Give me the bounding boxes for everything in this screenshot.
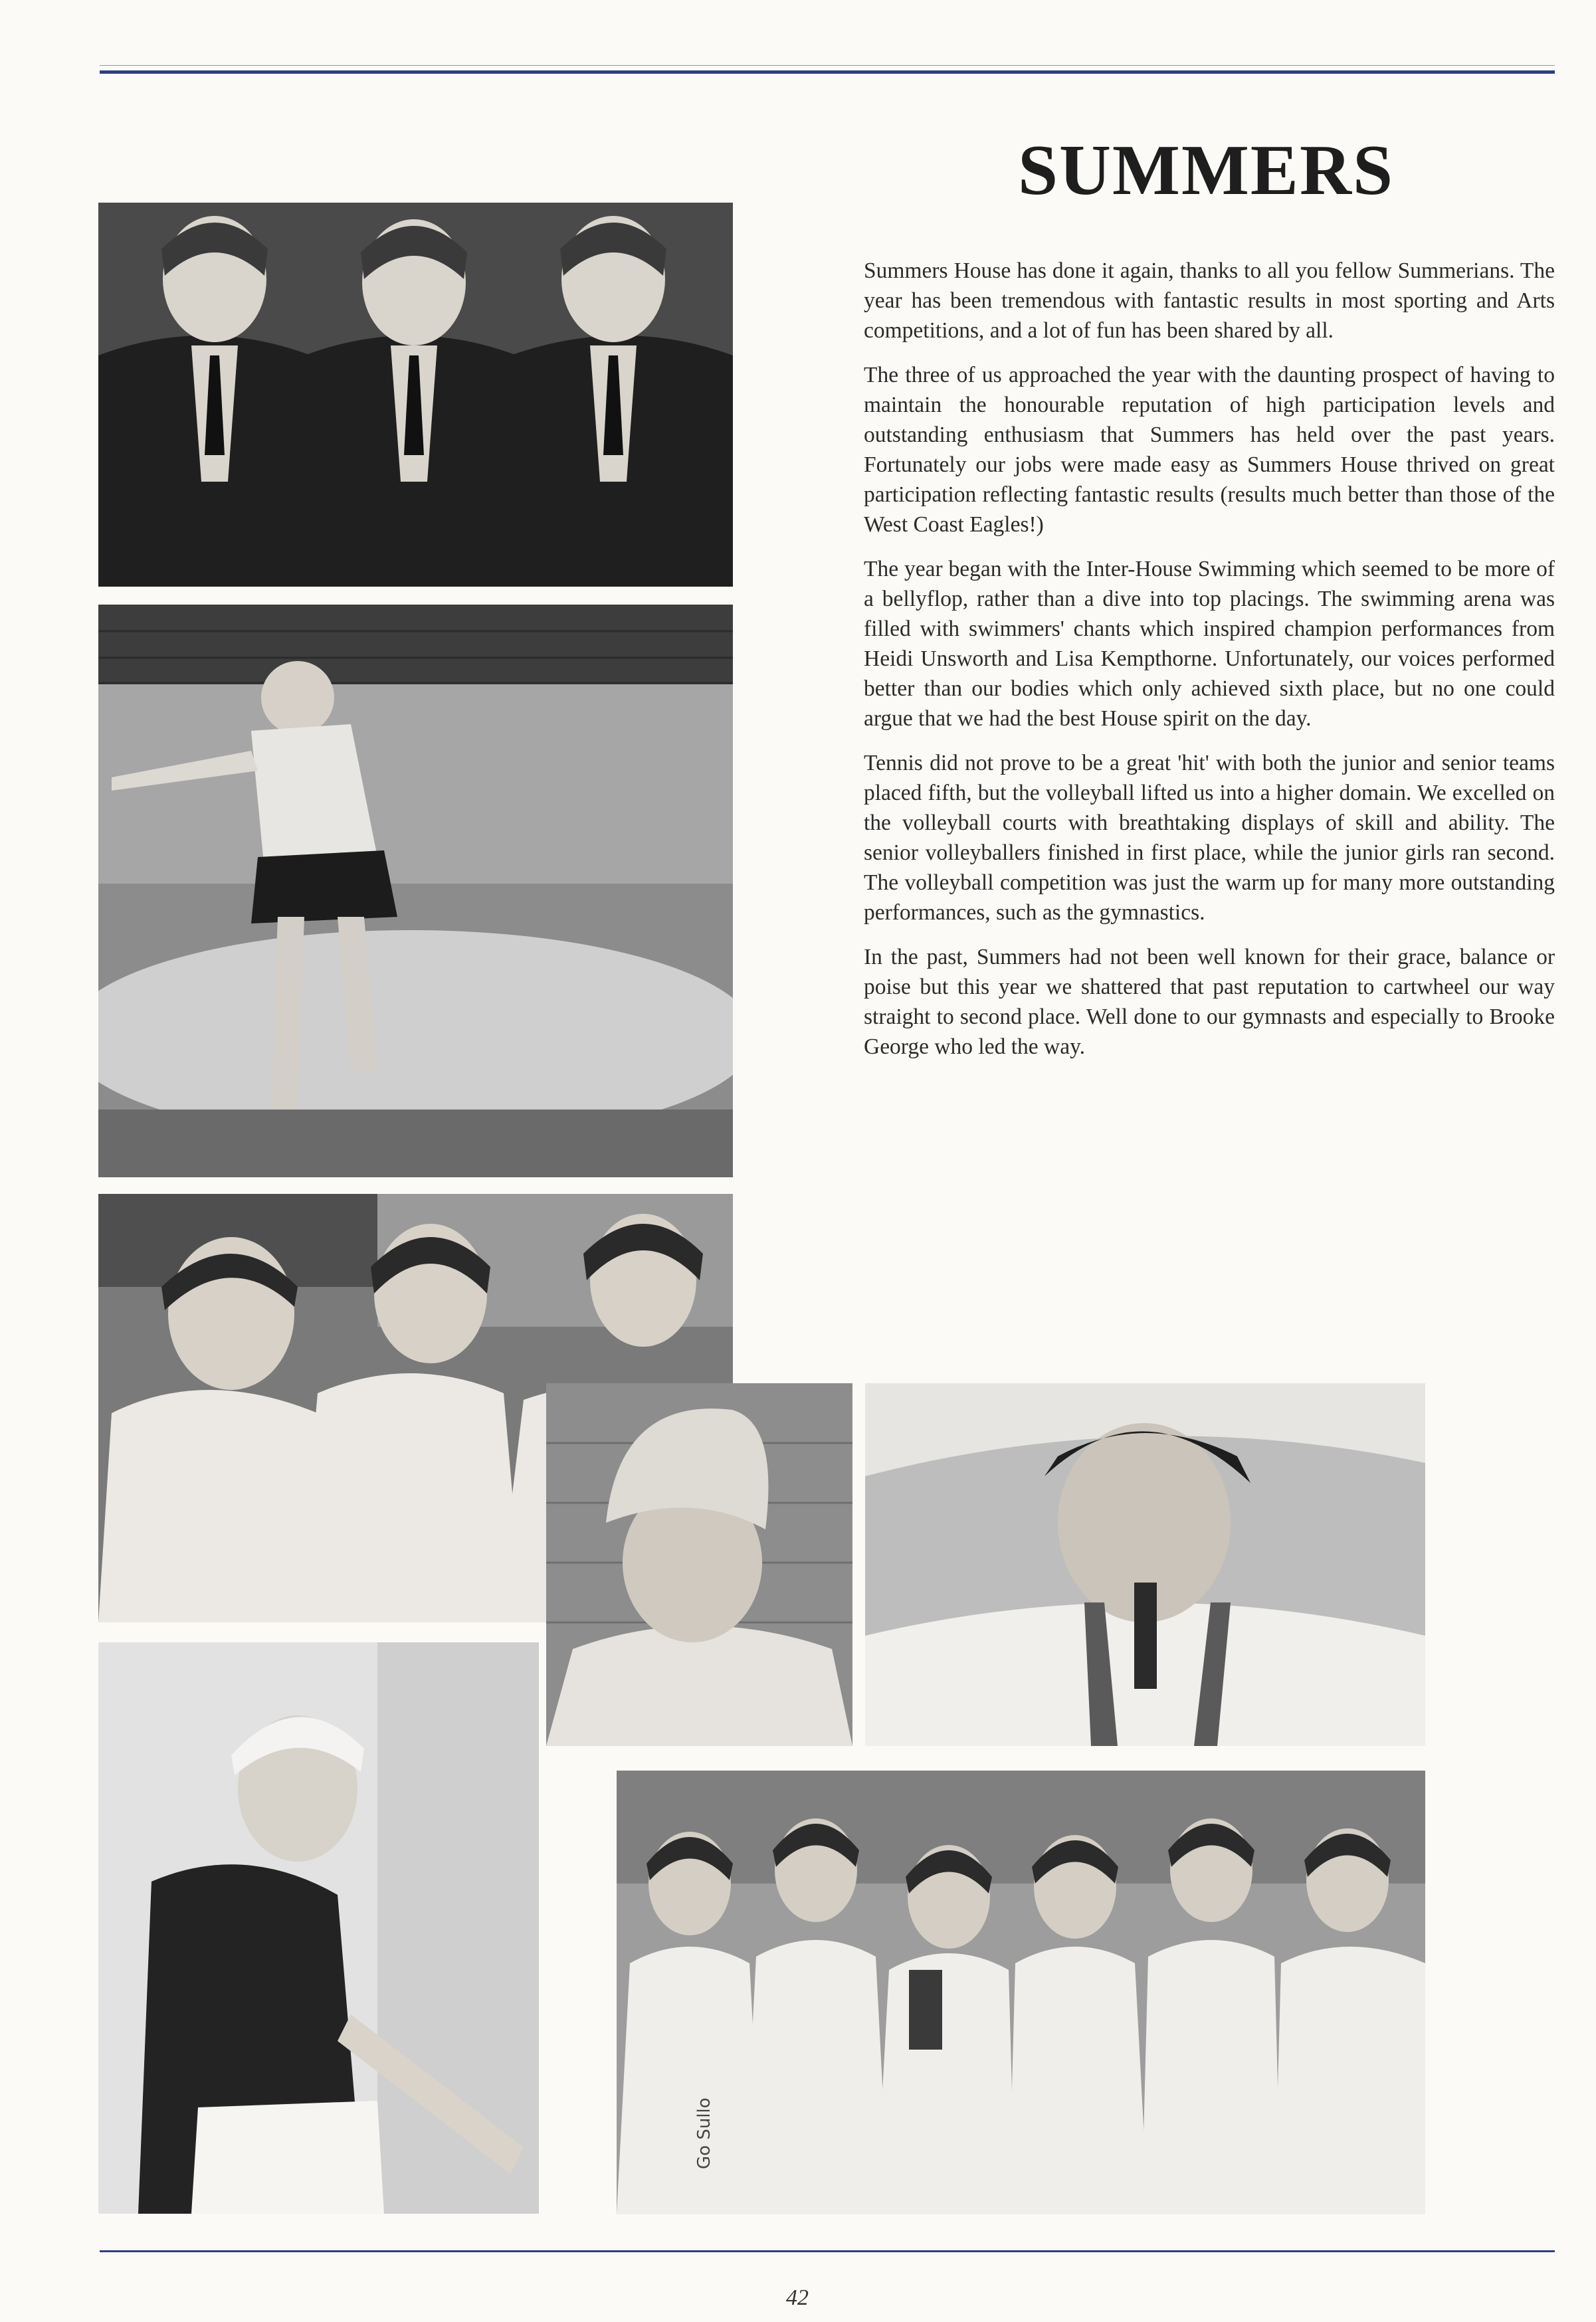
photo-group-of-six-girls bbox=[617, 1771, 1425, 2214]
photo-girl-in-beanie bbox=[546, 1383, 852, 1746]
page-title: SUMMERS bbox=[1017, 131, 1395, 210]
photo-swimmer-in-cap bbox=[98, 1642, 539, 2214]
footer-rule bbox=[100, 2250, 1555, 2252]
header-rule-thin bbox=[100, 65, 1555, 66]
article-paragraph-1: Summers House has done it again, thanks to all you fellow Summerians. The year has been tremendous with fantastic results in most sporting and Arts competitions, and a lot of fun has been shared by all. bbox=[864, 258, 1555, 343]
photo-girl-with-whistle bbox=[865, 1383, 1425, 1746]
article-body bbox=[864, 256, 1555, 1076]
header-rule bbox=[100, 70, 1555, 74]
article-paragraph-3: The year began with the Inter-House Swimming which seemed to be more of a bellyflop, rather than a dive into top placings. The swimming arena was filled with swimmers' chants which inspired champion performances from Heidi Unsworth and Lisa Kempthorne. Unfortunately, our voices performed better than our bodies which only achieved sixth place, but no one could argue that we had the best House spirit on the day. bbox=[864, 557, 1555, 731]
photo-house-captains bbox=[98, 203, 733, 587]
photo-discus-thrower bbox=[98, 605, 733, 1177]
arm-writing: Go Sullo bbox=[694, 2097, 714, 2169]
article-paragraph-4: Tennis did not prove to be a great 'hit' with both the junior and senior teams placed fifth, but the volleyball lifted us into a higher domain. We excelled on the volleyball courts with breathtaking displays of skill and ability. The senior volleyballers finished in first place, while the junior girls ran second. The volleyball competition was just the warm up for many more outstanding performances, such as the gymnastics. bbox=[864, 751, 1555, 925]
page-number: 42 bbox=[786, 2285, 809, 2310]
article-paragraph-5: In the past, Summers had not been well known for their grace, balance or poise but this year we shattered that past reputation to cartwheel our way straight to second place. Well done to our gymnasts and especially to Brooke George who led the way. bbox=[864, 945, 1555, 1059]
article-paragraph-2: The three of us approached the year with the daunting prospect of having to maintain the honourable reputation of high participation levels and outstanding enthusiasm that Summers has held over the past years. Fortunately our jobs were made easy as Summers House thrived on great participation reflecting fantastic results (results much better than those of the West Coast Eagles!) bbox=[864, 363, 1555, 537]
